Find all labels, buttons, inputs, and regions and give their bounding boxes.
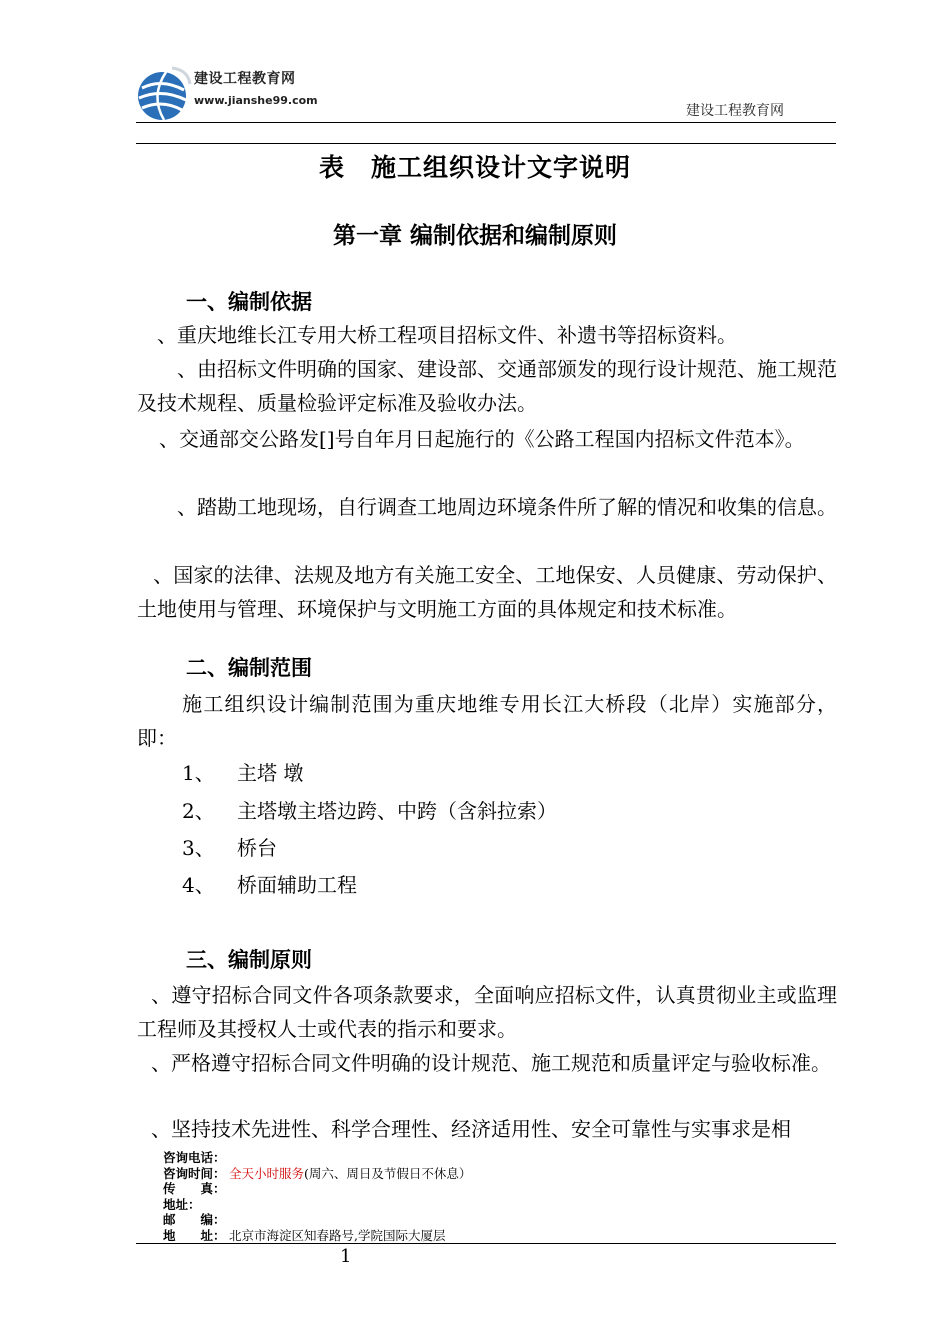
basis-item-4: 、踏勘工地现场，自行调查工地周边环境条件所了解的情况和收集的信息。 — [177, 495, 837, 519]
document-title: 表 施工组织设计文字说明 — [318, 153, 631, 182]
page-footer — [163, 1150, 663, 1243]
section-heading-principles: 三、编制原则 — [186, 947, 312, 972]
footer-time-row: 咨询时间： 全天小时服务(周六、周日及节假日不休息） — [163, 1165, 472, 1181]
scope-intro: 施工组织设计编制范围为重庆地维专用长江大桥段（北岸）实施部分，即： — [137, 692, 837, 750]
header-rule — [136, 122, 836, 123]
section-heading-basis: 一、编制依据 — [186, 289, 312, 314]
header-site-name: 建设工程教育网 — [686, 103, 784, 119]
footer-rule — [136, 1243, 836, 1244]
logo-name: 建设工程教育网 — [194, 71, 296, 87]
page-header — [136, 62, 836, 122]
principle-item-1: 、遵守招标合同文件各项条款要求，全面响应招标文件，认真贯彻业主或监理工程师及其授权人士或代表的指示和要求。 — [137, 983, 837, 1041]
principle-item-2: 、严格遵守招标合同文件明确的设计规范、施工规范和质量评定与验收标准。 — [151, 1051, 831, 1075]
basis-item-1: 、重庆地维长江专用大桥工程项目招标文件、补遗书等招标资料。 — [157, 323, 737, 347]
principle-item-3: 、坚持技术先进性、科学合理性、经济适用性、安全可靠性与实事求是相 — [151, 1117, 791, 1141]
footer-address-short-row: 地址： — [163, 1196, 201, 1212]
section-heading-scope: 二、编制范围 — [186, 655, 312, 680]
footer-address-row: 地 址： 北京市海淀区知春路号,学院国际大厦层 — [163, 1227, 446, 1243]
chapter-heading: 第一章 编制依据和编制原则 — [332, 222, 617, 249]
page-number: 1 — [340, 1246, 352, 1267]
basis-item-5: 、国家的法律、法规及地方有关施工安全、工地保安、人员健康、劳动保护、土地使用与管理、环境保护与文明施工方面的具体规定和技术标准。 — [137, 563, 837, 621]
scope-list-item: 1、 主塔 墩 — [182, 761, 304, 785]
basis-item-3: 、交通部交公路发[]号自年月日起施行的《公路工程国内招标文件范本》。 — [159, 427, 805, 451]
header-rule-secondary — [136, 143, 836, 144]
footer-phone-row: 咨询电话： — [163, 1150, 226, 1165]
logo-url: www.jianshe99.com — [194, 94, 318, 107]
footer-postcode-row: 邮 编： — [163, 1212, 226, 1227]
basis-item-2: 、由招标文件明确的国家、建设部、交通部颁发的现行设计规范、施工规范及技术规程、质量检验评定标准及验收办法。 — [137, 357, 837, 415]
footer-fax-row: 传 真： — [163, 1181, 226, 1196]
scope-list-item: 3、 桥台 — [182, 836, 277, 860]
scope-list-item: 4、 桥面辅助工程 — [182, 873, 357, 897]
globe-logo-icon — [136, 66, 192, 122]
scope-list-item: 2、 主塔墩主塔边跨、中跨（含斜拉索） — [182, 799, 557, 823]
